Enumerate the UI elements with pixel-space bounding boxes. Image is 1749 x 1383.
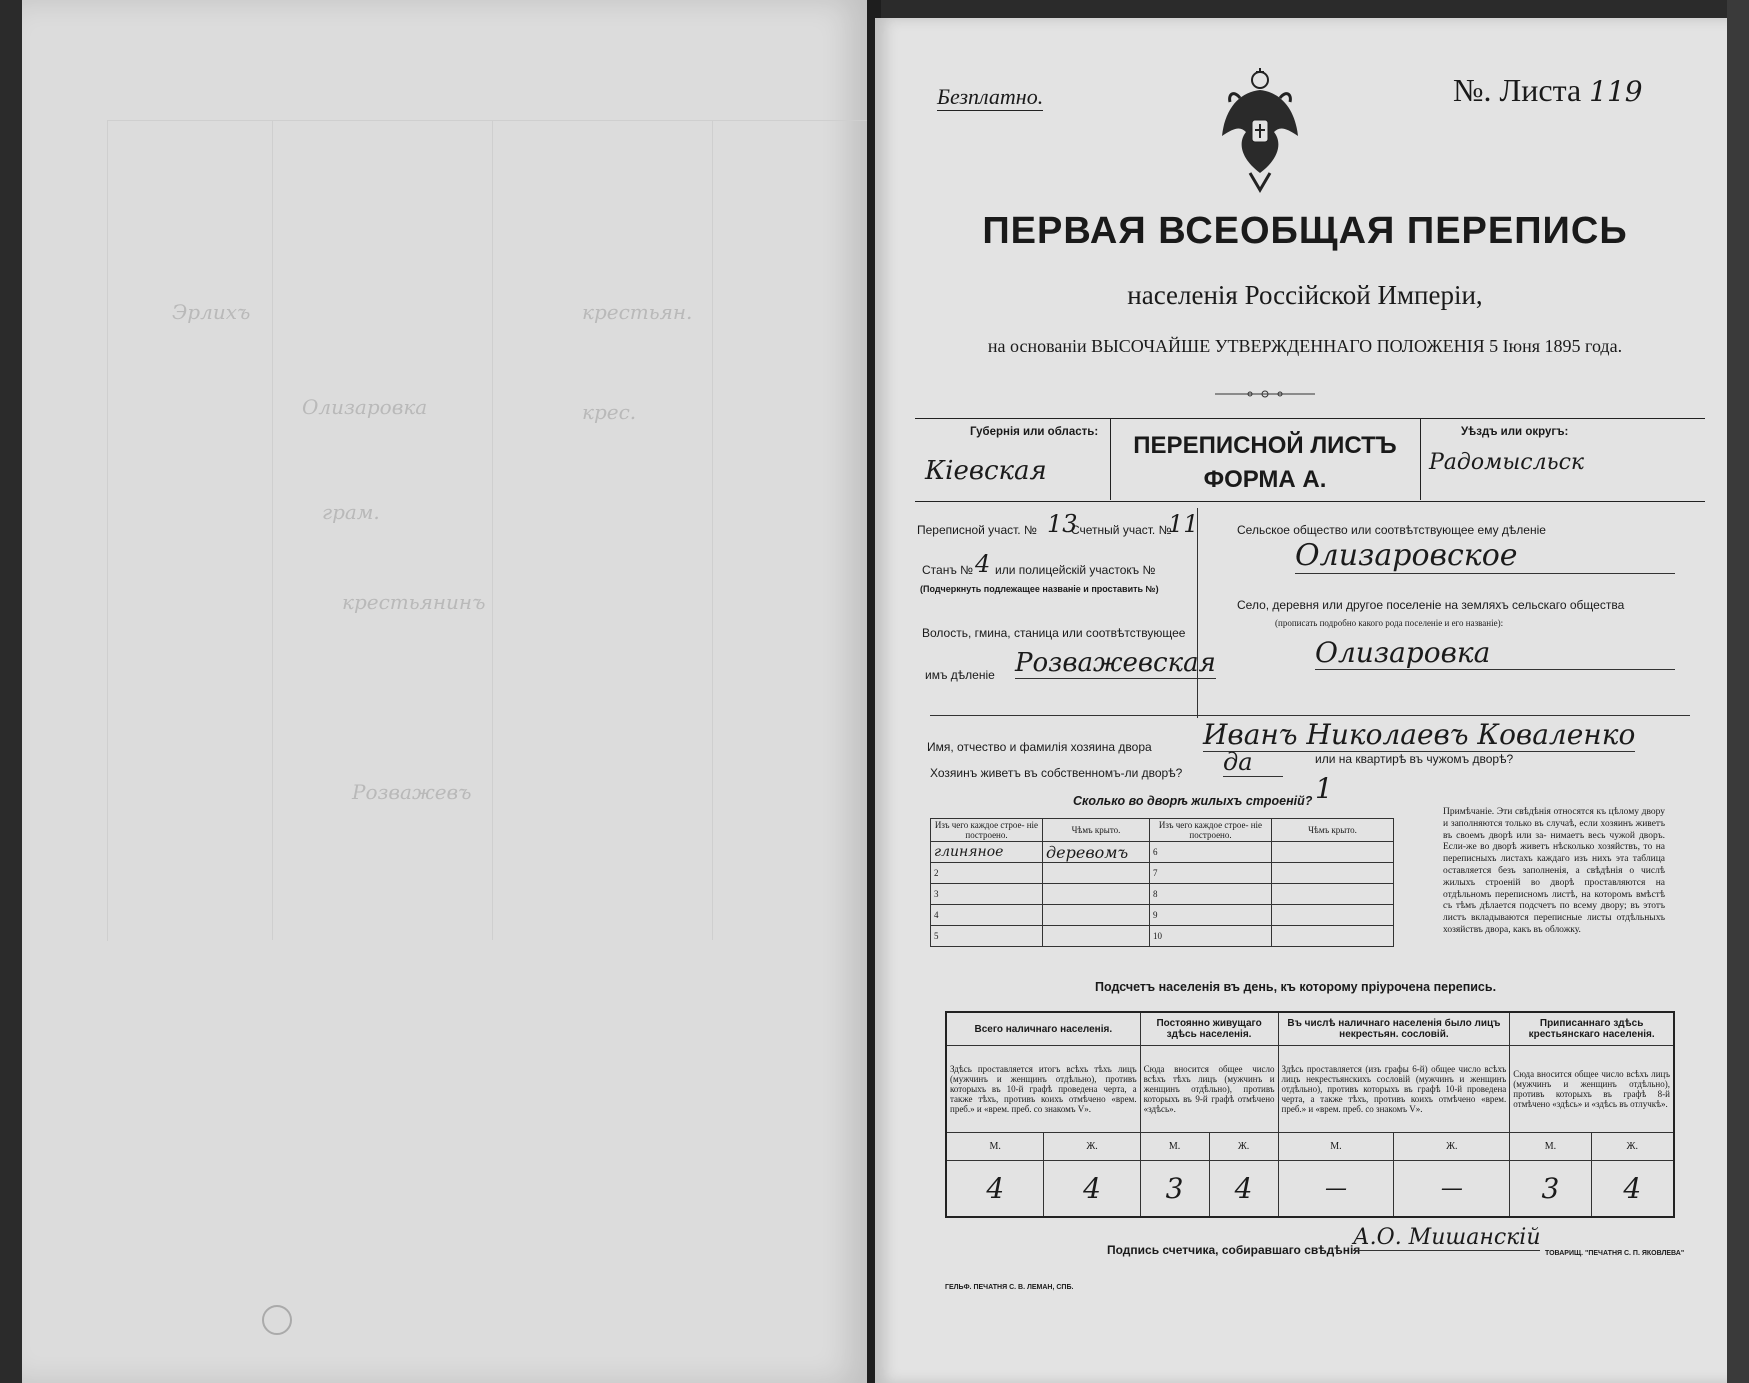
owner-value: Иванъ Николаевъ Коваленко (1203, 718, 1636, 751)
selskoe-label: Сельское общество или соотвѣтствующее ему дѣленіе (1237, 523, 1546, 537)
volost-label-2: имъ дѣленіе (925, 668, 995, 682)
count-cell: 3 (1510, 1161, 1591, 1217)
bleed-scribble: крестьян. (582, 300, 693, 324)
roof-cell (1272, 926, 1394, 947)
sheet-number-value: 119 (1589, 75, 1643, 108)
population-heading: Подсчетъ населенія въ день, къ которому пріурочена перепись. (1095, 980, 1497, 994)
table-row (931, 842, 1394, 863)
gubernia-label: Губернія или область: (970, 426, 1099, 438)
count-cell: 4 (1044, 1161, 1140, 1217)
form-sheet-title: ПЕРЕПИСНОЙ ЛИСТЪ (1133, 432, 1397, 459)
row-number: 8 (1150, 884, 1272, 905)
row-number: 9 (1150, 905, 1272, 926)
count-cell: 4 (946, 1161, 1044, 1217)
table-row (931, 926, 1394, 947)
pop-col-registered: Приписаннаго здѣсь крестьянскаго населенія. (1510, 1012, 1674, 1046)
gubernia-value: Кіевская (925, 456, 1047, 486)
build-col-roof: Чѣмъ крыто. (1043, 819, 1150, 842)
bleed-scribble: Розважевъ (352, 780, 472, 804)
count-cell: 3 (1140, 1161, 1209, 1217)
sheet-number-label: №. Листа (1453, 72, 1582, 108)
selo-note: (прописать подробно какого рода поселеніе и его названіе): (1275, 618, 1504, 628)
count-cell: — (1394, 1161, 1510, 1217)
printer-right: ТОВАРИЩ. "ПЕЧАТНЯ С. П. ЯКОВЛЕВА" (1545, 1250, 1685, 1257)
form-title: ПЕРВАЯ ВСЕОБЩАЯ ПЕРЕПИСЬ (982, 210, 1628, 252)
uezd-box (1420, 418, 1706, 500)
apartment-label: или на квартирѣ въ чужомъ дворѣ? (1315, 752, 1514, 766)
row-number: 3 (931, 884, 1043, 905)
table-row (931, 884, 1394, 905)
roof-cell (1272, 884, 1394, 905)
selo-value: Олизаровка (1315, 636, 1675, 670)
female-header: Ж. (1394, 1133, 1510, 1161)
pop-note: Здѣсь проставляется итогъ всѣхъ тѣхъ лицъ (мужчинъ и женщинъ отдѣльно), противъ которыхъ въ 10-й графѣ проведена черта, а также тѣхъ, противъ коихъ отмѣчено «врем. преб.» и «врем. преб. со знакомъ V». (946, 1046, 1140, 1133)
uch-value: 13 (1047, 510, 1078, 538)
build-col-material: Изъ чего каждое строе- ніе построено. (1150, 819, 1272, 842)
count-cell: 4 (1591, 1161, 1674, 1217)
ghost-line (492, 120, 493, 940)
page-edge (1727, 0, 1749, 1383)
population-table (945, 1011, 1675, 1218)
schet-value: 11 (1168, 510, 1199, 538)
form-type: ФОРМА А. (1203, 466, 1327, 493)
male-header: М. (946, 1133, 1044, 1161)
pop-note: Сюда вносится общее число всѣхъ лицъ (мужчинъ и женщинъ отдѣльно), противъ которыхъ въ графѣ 8-й отмѣчено «здѣсь» и «здѣсь въ отлучкѣ». (1510, 1046, 1674, 1133)
roof-cell (1043, 884, 1150, 905)
form-subtitle: населенія Россійской Имперіи, (1127, 280, 1483, 310)
note-text: Примѣчаніе. Эти свѣдѣнія относятся къ цѣлому двору и заполняются только въ случаѣ, если хозяинъ живетъ въ своемъ дворѣ или за- нимаетъ весь чужой дворъ. Если-же во дворѣ живетъ нѣсколько хозяйствъ, то на переписныхъ листахъ каждаго изъ нихъ эта таблица оставляется безъ заполненія, а свѣдѣнія о числѣ жилыхъ строеній во дворѣ проставляются на отдѣльномъ переписномъ листѣ, на которомъ вмѣстѣ съ тѣмъ дѣлается подсчетъ по всему двору; въ этотъ листъ вкладываются переписные листы отдѣльныхъ хозяйствъ двора, какъ въ обложку. (1443, 807, 1665, 935)
count-cell: — (1278, 1161, 1394, 1217)
roof-cell (1272, 863, 1394, 884)
bleed-scribble: Олизаровка (302, 395, 428, 419)
roof-cell (1043, 926, 1150, 947)
column-divider (1197, 508, 1198, 718)
free-label: Безплатно. (937, 84, 1044, 109)
volost-label: Волость, гмина, станица или соотвѣтствующее (922, 626, 1186, 640)
build-col-roof: Чѣмъ крыто. (1272, 819, 1394, 842)
sheet-number (1453, 72, 1643, 109)
row-number: 7 (1150, 863, 1272, 884)
bleed-scribble: Эрлихъ (172, 300, 251, 324)
printer-left: ГЕЛЬФ. ПЕЧАТНЯ С. В. ЛЕМАН, СПБ. (945, 1284, 1074, 1291)
male-header: М. (1510, 1133, 1591, 1161)
bleed-scribble: крес. (582, 400, 637, 424)
roof-cell: деревомъ (1043, 842, 1150, 863)
build-col-material: Изъ чего каждое строе- ніе построено. (931, 819, 1043, 842)
gubernia-box (915, 418, 1111, 500)
row-number: 4 (931, 905, 1043, 926)
ornament-divider (1215, 389, 1315, 399)
roof-cell (1043, 905, 1150, 926)
row-number: 5 (931, 926, 1043, 947)
ghost-table-outline (107, 120, 868, 941)
female-header: Ж. (1591, 1133, 1674, 1161)
uch-label: Переписной участ. № (917, 523, 1037, 537)
imperial-eagle-icon (1220, 68, 1300, 193)
ghost-line (712, 120, 713, 940)
volost-value: Розважевская (1015, 648, 1216, 678)
pop-col-permanent: Постоянно живущаго здѣсь населенія. (1140, 1012, 1278, 1046)
row-number: 2 (931, 863, 1043, 884)
female-header: Ж. (1044, 1133, 1140, 1161)
bleed-scribble: грам. (322, 500, 380, 524)
uezd-value: Радомысльск (1429, 450, 1585, 475)
roof-cell (1272, 842, 1394, 863)
lives-label: Хозяинъ живетъ въ собственномъ-ли дворѣ? (930, 766, 1183, 780)
signature-label: Подпись счетчика, собиравшаго свѣдѣнія (1107, 1243, 1361, 1257)
section-divider (930, 715, 1690, 716)
count-cell: 4 (1209, 1161, 1278, 1217)
selskoe-value: Олизаровское (1295, 538, 1675, 574)
owner-label: Имя, отчество и фамилія хозяина двора (927, 740, 1152, 754)
stan-value: 4 (975, 550, 991, 578)
male-header: М. (1140, 1133, 1209, 1161)
roof-cell (1272, 905, 1394, 926)
row-number: 10 (1150, 926, 1272, 947)
table-row (931, 863, 1394, 884)
pop-note: Сюда вносится общее число всѣхъ тѣхъ лицъ (мужчинъ и женщинъ отдѣльно), противъ которыхъ въ 9-й графѣ отмѣчено «здѣсь». (1140, 1046, 1278, 1133)
pop-col-nonpeasant: Въ числѣ наличнаго населенія было лицъ некрестьян. сословій. (1278, 1012, 1510, 1046)
buildings-table (930, 818, 1394, 947)
form-basis: на основаніи ВЫСОЧАЙШЕ УТВЕРЖДЕННАГО ПОЛОЖЕНІЯ 5 Іюня 1895 года. (987, 336, 1623, 356)
lives-value: да (1223, 748, 1283, 777)
selo-label: Село, деревня или другое поселеніе на земляхъ сельскаго общества (1237, 598, 1625, 612)
left-page (22, 0, 867, 1383)
stamp-mark (262, 1305, 292, 1335)
police-label: или полицейскій участокъ № (995, 563, 1156, 577)
bleed-scribble: крестьянинъ (342, 590, 486, 614)
buildings-value: 1 (1315, 772, 1333, 805)
uezd-label: Уѣздъ или округъ: (1461, 426, 1569, 438)
schet-label: Счетный участ. № (1071, 523, 1172, 537)
buildings-label: Сколько во дворѣ жилыхъ строеній? (1073, 794, 1313, 808)
stan-label: Станъ № (922, 563, 974, 577)
underline-note: (Подчеркнуть подлежащее названіе и проставить №) (920, 584, 1159, 594)
female-header: Ж. (1209, 1133, 1278, 1161)
table-row (931, 905, 1394, 926)
roof-cell (1043, 863, 1150, 884)
material-cell: глиняное (931, 842, 1043, 863)
ghost-line (272, 120, 273, 940)
census-form-page (875, 18, 1735, 1383)
row-number: 6 (1150, 842, 1272, 863)
male-header: М. (1278, 1133, 1394, 1161)
pop-note: Здѣсь проставляется (изъ графы 6-й) общее число всѣхъ лицъ некрестьянскихъ сословій (мужчинъ и женщинъ отдѣльно), противъ которыхъ въ графѣ 10-й проведена черта, а также тѣхъ, противъ коихъ отмѣчено «врем. преб.» и «врем. преб. со знакомъ V». (1278, 1046, 1510, 1133)
signature-value: А.О. Мишанскій (1353, 1225, 1541, 1250)
pop-col-total: Всего наличнаго населенія. (946, 1012, 1140, 1046)
